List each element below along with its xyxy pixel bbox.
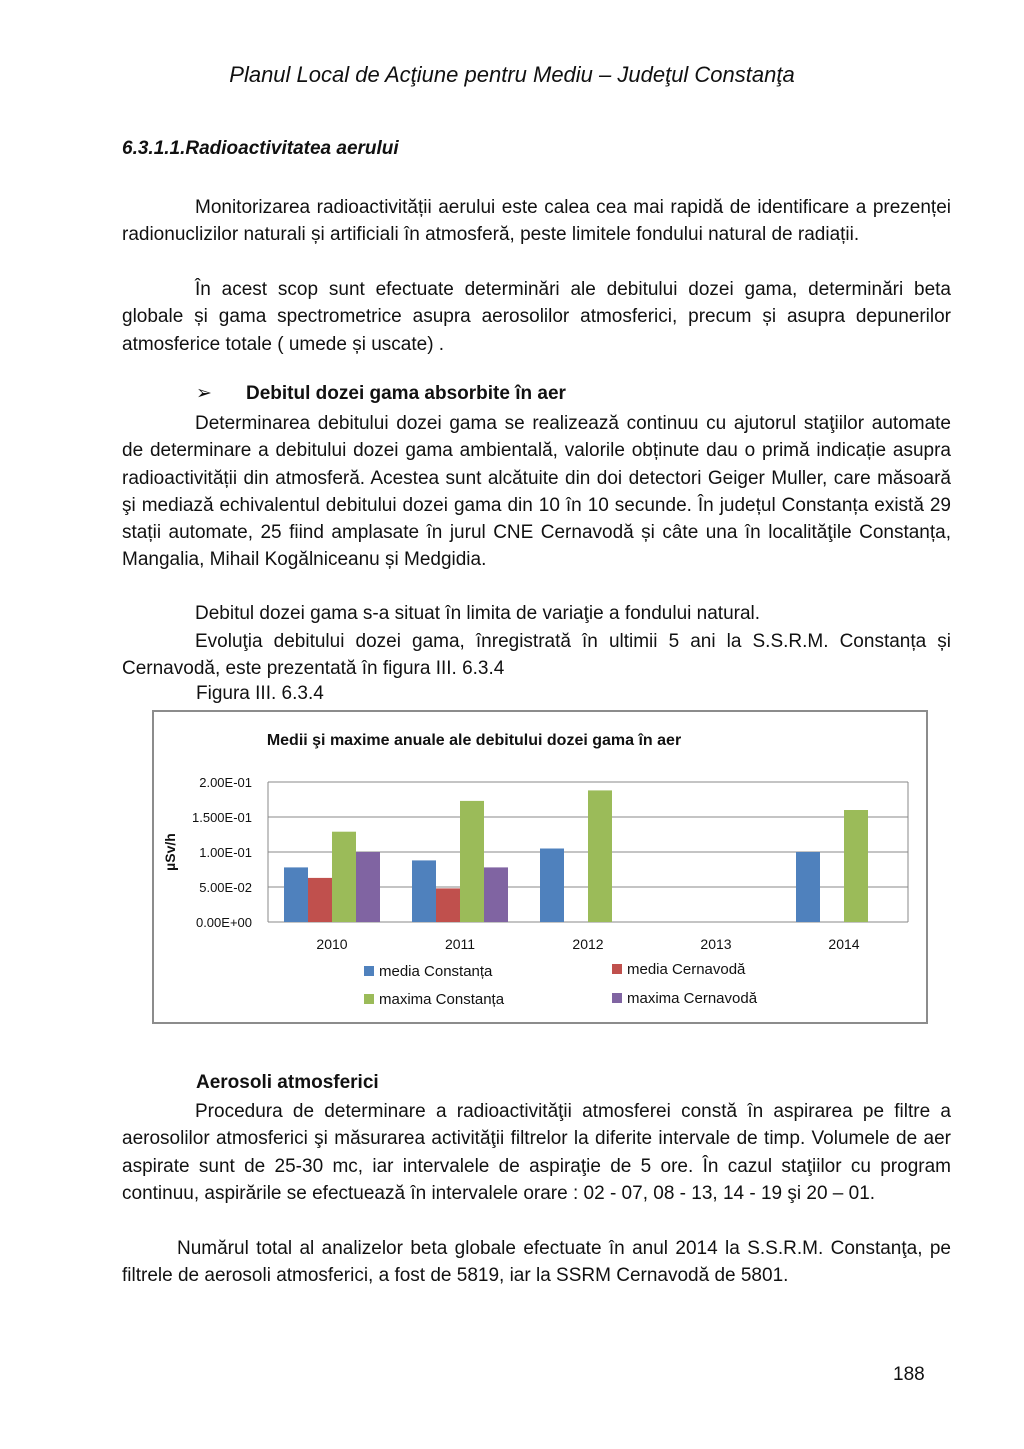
bullet-arrow-icon: ➢ bbox=[196, 383, 212, 404]
legend-swatch bbox=[612, 964, 622, 974]
intro-paragraph-1-text: Monitorizarea radioactivității aerului este calea cea mai rapidă de identificare a prezenței radionuclizilor naturali și artificiali în atmosferă, peste limitele fondului natural de radiații. bbox=[122, 197, 951, 246]
intro-paragraph-1 bbox=[122, 194, 951, 249]
chart-frame bbox=[152, 710, 928, 1024]
legend-swatch bbox=[364, 994, 374, 1004]
x-tick-label: 2014 bbox=[828, 936, 860, 952]
bar bbox=[284, 867, 308, 922]
bar bbox=[844, 810, 868, 922]
legend-swatch bbox=[612, 993, 622, 1003]
x-tick-label: 2013 bbox=[700, 936, 732, 952]
aerosols-paragraph-1-text: Procedura de determinare a radioactivităţii atmosferei constă în aspirarea pe filtre a aerosolilor atmosferici şi măsurarea activităţii filtrelor la diferite intervale de timp. Volumele de aer aspirate sunt de 25-30 mc, iar intervalele de aspiraţie de 5 ore. În cazul staţiilor cu program continuu, aspirările se efectuează în intervalele orare : 02 - 07, 08 - 13, 14 - 19 şi 20 – 01. bbox=[122, 1101, 951, 1204]
y-axis-ticks bbox=[192, 775, 252, 930]
gamma-heading-row bbox=[196, 382, 566, 405]
aerosols-paragraph-2-text: Numărul total al analizelor beta globale efectuate în anul 2014 la S.S.R.M. Constanţa, pe filtrele de aerosoli atmosferici, a fost de 5819, iar la SSRM Cernavodă de 5801. bbox=[122, 1238, 951, 1287]
gamma-paragraph-1 bbox=[122, 410, 951, 574]
bar bbox=[356, 852, 380, 922]
chart-legend bbox=[364, 961, 758, 1008]
y-tick-label: 2.00E-01 bbox=[199, 775, 252, 790]
y-tick-label: 1.00E-01 bbox=[199, 845, 252, 860]
gamma-dose-chart bbox=[154, 712, 926, 1022]
legend-label: media Cernavodă bbox=[627, 961, 746, 978]
page-number: 188 bbox=[893, 1364, 925, 1385]
legend-label: maxima Constanța bbox=[379, 991, 505, 1008]
gamma-paragraph-1-text: Determinarea debitului dozei gama se realizează continuu cu ajutorul staţiilor automate de determinare a debitului dozei gama ambientală, valorile obținute dau o primă indicație asupra radioactivității din atmosferă. Acestea sunt alcătuite din doi detectori Geiger Muller, care măsoară şi mediază echivalentul debitului dozei gama din 10 în 10 secunde. În județul Constanța există 29 stații automate, 25 fiind amplasate în jurul CNE Cernavodă și câte una în localităţile Constanța, Mangalia, Mihail Kogălniceanu și Medgidia. bbox=[122, 413, 951, 571]
aerosols-heading: Aerosoli atmosferici bbox=[196, 1072, 379, 1093]
x-tick-label: 2011 bbox=[444, 936, 476, 952]
chart-bars bbox=[284, 790, 868, 922]
gamma-paragraph-3 bbox=[122, 628, 951, 683]
bar bbox=[332, 832, 356, 922]
gamma-paragraph-2-text: Debitul dozei gama s-a situat în limita de variaţie a fondului natural. bbox=[195, 603, 761, 624]
x-axis-ticks bbox=[316, 936, 859, 952]
bar bbox=[436, 888, 460, 922]
aerosols-paragraph-1 bbox=[122, 1098, 951, 1207]
figure-label: Figura III. 6.3.4 bbox=[196, 683, 324, 704]
bar bbox=[588, 790, 612, 922]
intro-paragraph-2 bbox=[122, 276, 951, 358]
chart-title: Medii şi maxime anuale ale debitului dozei gama în aer bbox=[266, 732, 682, 749]
gamma-paragraph-3-text: Evoluţia debitului dozei gama, înregistrată în ultimii 5 ani la S.S.R.M. Constanța și Cernavodă, este prezentată în figura III. 6.3.4 bbox=[122, 631, 951, 680]
intro-paragraph-2-text: În acest scop sunt efectuate determinări ale debitului dozei gama, determinări beta globale și gama spectrometrice asupra aerosolilor atmosferici, precum și asupra depunerilor atmosferice totale ( umede și uscate) . bbox=[122, 279, 951, 355]
gamma-heading: Debitul dozei gama absorbite în aer bbox=[246, 383, 566, 404]
aerosols-paragraph-2 bbox=[122, 1235, 951, 1290]
legend-swatch bbox=[364, 966, 374, 976]
bar bbox=[540, 849, 564, 923]
section-title: 6.3.1.1.Radioactivitatea aerului bbox=[122, 138, 399, 159]
y-tick-label: 1.500E-01 bbox=[192, 810, 252, 825]
bar bbox=[308, 878, 332, 922]
document-header: Planul Local de Acţiune pentru Mediu – Judeţul Constanţa bbox=[229, 62, 795, 87]
y-tick-label: 0.00E+00 bbox=[195, 915, 252, 930]
y-tick-label: 5.00E-02 bbox=[199, 880, 252, 895]
legend-label: media Constanța bbox=[379, 963, 493, 980]
x-tick-label: 2010 bbox=[316, 936, 348, 952]
gamma-paragraph-2 bbox=[122, 600, 951, 627]
bar bbox=[460, 801, 484, 922]
bar bbox=[796, 852, 820, 922]
bar bbox=[412, 860, 436, 922]
legend-label: maxima Cernavodă bbox=[627, 990, 758, 1007]
y-axis-label: µSv/h bbox=[162, 833, 178, 871]
x-tick-label: 2012 bbox=[572, 936, 604, 952]
bar bbox=[484, 867, 508, 922]
